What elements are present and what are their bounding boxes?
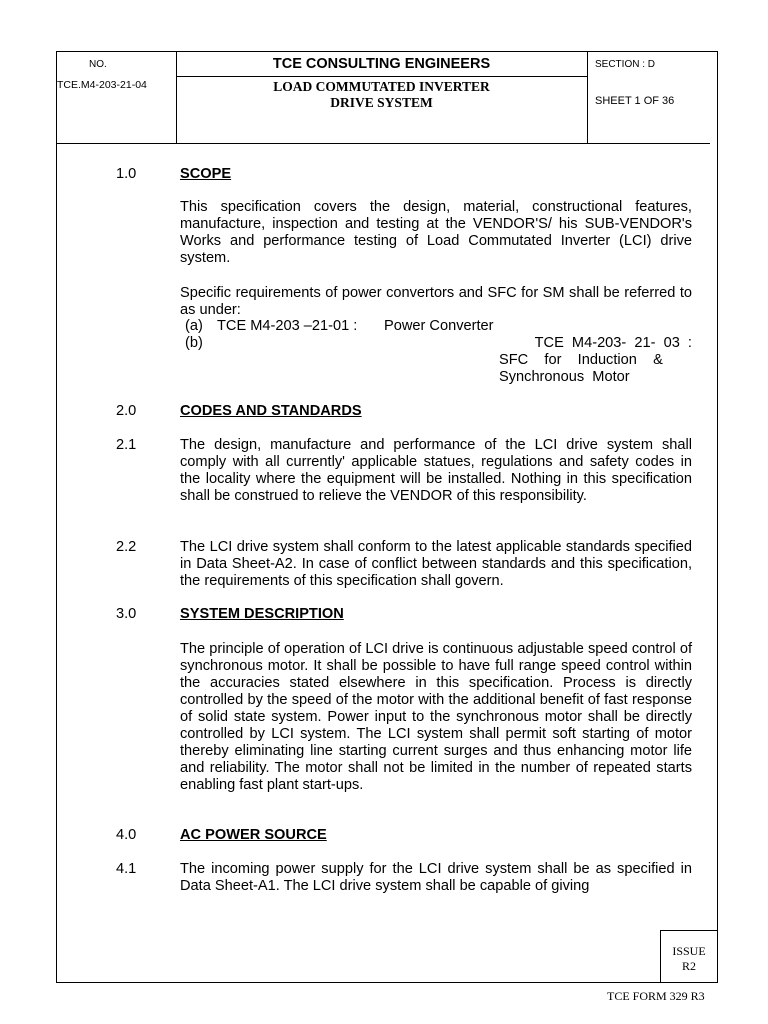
- section-label: SECTION : D: [595, 59, 656, 70]
- header-divider-company: [176, 76, 587, 77]
- page-frame: [56, 51, 718, 983]
- company-name: TCE CONSULTING ENGINEERS: [272, 56, 491, 72]
- section-heading-ac-power: AC POWER SOURCE: [180, 827, 327, 843]
- ref-a-description: Power Converter: [384, 318, 494, 334]
- header-divider-vertical-right: [587, 51, 588, 143]
- clause-number: 4.1: [116, 861, 137, 877]
- ref-b-description-2: Synchronous Motor: [499, 369, 630, 385]
- section-number: 2.0: [116, 403, 137, 419]
- clause-4-1-paragraph: The incoming power supply for the LCI drive system shall be as specified in Data Sheet-A1. The LCI drive system shall be capable of giving: [180, 861, 692, 894]
- system-description-paragraph: The principle of operation of LCI drive is continuous adjustable speed control of synchronous motor. It shall be possible to have full range speed control within the accuracies stated elsewhere in this specification. Process is directly controlled by the speed of the motor with the additional benefit of fast response of solid state system. Power input to the synchronous motor shall be directly controlled by LCI system. The LCI system shall permit soft starting of motor thereby eliminating line starting current surges and thus enhancing motor life and reliability. The motor shall not be limited in the number of repeated starts enabling fast plant start-ups.: [180, 641, 692, 793]
- clause-2-2-paragraph: The LCI drive system shall conform to the latest applicable standards specified in Data Sheet-A2. In case of conflict between standards and this specification, the requirements of this specification shall govern.: [180, 539, 692, 589]
- ref-b-number: TCE M4-203- 21- 03 :: [534, 335, 692, 351]
- ref-b-description-1: SFC for Induction &: [499, 352, 663, 368]
- doc-number: TCE.M4-203-21-04: [57, 79, 147, 91]
- doc-no-label: NO.: [89, 59, 107, 70]
- section-heading-system: SYSTEM DESCRIPTION: [180, 606, 344, 622]
- section-number: 4.0: [116, 827, 137, 843]
- scope-paragraph-1: This specification covers the design, material, constructional features, manufacture, inspection and testing at the VENDOR'S/ his SUB-VENDOR's Works and performance testing of Load Commutated Inverter (LCI) drive system.: [180, 199, 692, 266]
- header-bottom-line: [56, 143, 710, 144]
- ref-a-number: TCE M4-203 –21-01 :: [217, 318, 358, 334]
- ref-b-label: (b): [185, 335, 203, 351]
- clause-number: 2.1: [116, 437, 137, 453]
- section-heading-scope: SCOPE: [180, 166, 232, 182]
- section-number: 1.0: [116, 166, 137, 182]
- clause-number: 2.2: [116, 539, 137, 555]
- issue-box: [660, 930, 718, 983]
- clause-2-1-paragraph: The design, manufacture and performance of the LCI drive system shall comply with all currently' applicable statues, regulations and safety codes in the locality where the equipment will be installed. Nothing in this specification shall be construed to relieve the VENDOR of this responsibility.: [180, 437, 692, 504]
- doc-title-line2: DRIVE SYSTEM: [330, 95, 433, 110]
- section-heading-codes: CODES AND STANDARDS: [180, 403, 362, 419]
- issue-value: R2: [681, 959, 696, 973]
- form-number: TCE FORM 329 R3: [607, 989, 705, 1003]
- section-number: 3.0: [116, 606, 137, 622]
- doc-title-line1: LOAD COMMUTATED INVERTER: [273, 79, 490, 94]
- sheet-label: SHEET 1 OF 36: [595, 95, 675, 107]
- issue-label: ISSUE: [672, 944, 706, 958]
- scope-paragraph-2: Specific requirements of power convertors and SFC for SM shall be referred to as under:: [180, 285, 692, 318]
- ref-a-label: (a): [185, 318, 203, 334]
